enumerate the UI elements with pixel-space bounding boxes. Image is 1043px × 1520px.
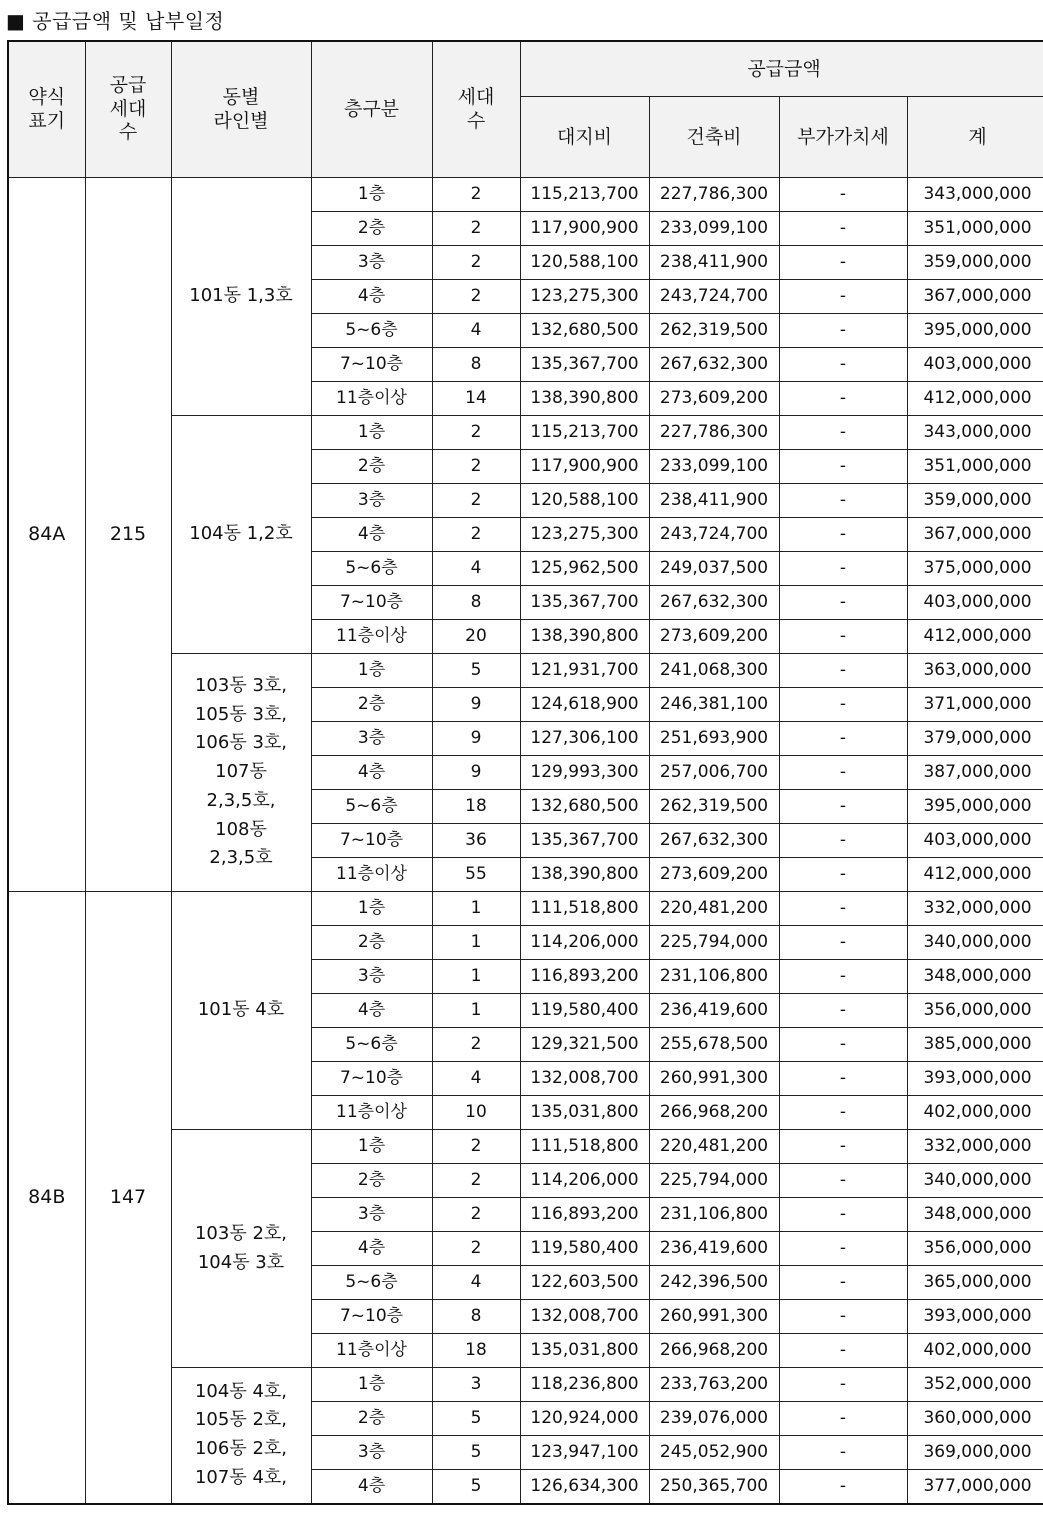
floor-cell: 5~6층: [311, 790, 432, 824]
total-cell: 363,000,000: [907, 654, 1043, 688]
total-cell: 403,000,000: [907, 348, 1043, 382]
construction-cost-cell: 273,609,200: [649, 620, 779, 654]
floor-cell: 1층: [311, 1130, 432, 1164]
floor-cell: 11층이상: [311, 620, 432, 654]
construction-cost-cell: 231,106,800: [649, 1198, 779, 1232]
land-cost-cell: 132,008,700: [520, 1062, 649, 1096]
land-cost-cell: 138,390,800: [520, 382, 649, 416]
vat-cell: -: [779, 1198, 907, 1232]
construction-cost-cell: 260,991,300: [649, 1300, 779, 1334]
total-cell: 402,000,000: [907, 1334, 1043, 1368]
floor-cell: 1층: [311, 654, 432, 688]
land-cost-cell: 132,680,500: [520, 314, 649, 348]
households-cell: 2: [432, 212, 520, 246]
land-cost-cell: 138,390,800: [520, 620, 649, 654]
land-cost-cell: 135,031,800: [520, 1334, 649, 1368]
floor-cell: 11층이상: [311, 1334, 432, 1368]
vat-cell: -: [779, 824, 907, 858]
building-line-cell: [171, 1130, 311, 1368]
land-cost-cell: 119,580,400: [520, 1232, 649, 1266]
total-cell: 369,000,000: [907, 1436, 1043, 1470]
building-line-text: 106동 2호,: [194, 1438, 288, 1460]
building-line-cell: [171, 1368, 311, 1504]
land-cost-cell: 135,367,700: [520, 586, 649, 620]
header-type: 약식 표기: [8, 41, 85, 178]
total-cell: 412,000,000: [907, 620, 1043, 654]
floor-cell: 5~6층: [311, 1266, 432, 1300]
floor-cell: 3층: [311, 246, 432, 280]
households-cell: 5: [432, 1470, 520, 1504]
land-cost-cell: 111,518,800: [520, 892, 649, 926]
households-cell: 2: [432, 1164, 520, 1198]
households-cell: 5: [432, 1402, 520, 1436]
total-cell: 379,000,000: [907, 722, 1043, 756]
total-cell: 395,000,000: [907, 314, 1043, 348]
construction-cost-cell: 231,106,800: [649, 960, 779, 994]
floor-cell: 11층이상: [311, 1096, 432, 1130]
households-cell: 2: [432, 484, 520, 518]
floor-cell: 7~10층: [311, 348, 432, 382]
header-units: 공급 세대 수: [85, 41, 171, 178]
construction-cost-cell: 239,076,000: [649, 1402, 779, 1436]
vat-cell: -: [779, 790, 907, 824]
land-cost-cell: 132,680,500: [520, 790, 649, 824]
total-cell: 348,000,000: [907, 1198, 1043, 1232]
vat-cell: -: [779, 1062, 907, 1096]
building-line-text: 104동 4호,: [194, 1380, 288, 1402]
construction-cost-cell: 273,609,200: [649, 382, 779, 416]
households-cell: 2: [432, 1198, 520, 1232]
vat-cell: -: [779, 722, 907, 756]
floor-cell: 2층: [311, 926, 432, 960]
households-cell: 3: [432, 1368, 520, 1402]
vat-cell: -: [779, 416, 907, 450]
land-cost-cell: 114,206,000: [520, 926, 649, 960]
total-cell: 343,000,000: [907, 416, 1043, 450]
vat-cell: -: [779, 314, 907, 348]
floor-cell: 5~6층: [311, 1028, 432, 1062]
households-cell: 2: [432, 1130, 520, 1164]
total-cell: 332,000,000: [907, 1130, 1043, 1164]
building-line-text: 2,3,5호,: [206, 789, 276, 811]
vat-cell: -: [779, 348, 907, 382]
households-cell: 5: [432, 1436, 520, 1470]
construction-cost-cell: 233,099,100: [649, 212, 779, 246]
vat-cell: -: [779, 688, 907, 722]
total-cell: 340,000,000: [907, 1164, 1043, 1198]
floor-cell: 5~6층: [311, 314, 432, 348]
vat-cell: -: [779, 178, 907, 212]
floor-cell: 1층: [311, 1368, 432, 1402]
vat-cell: -: [779, 246, 907, 280]
total-cell: 393,000,000: [907, 1062, 1043, 1096]
vat-cell: -: [779, 518, 907, 552]
floor-cell: 1층: [311, 416, 432, 450]
floor-cell: 3층: [311, 960, 432, 994]
building-line-text: 104동 1,2호: [189, 523, 293, 545]
vat-cell: -: [779, 1402, 907, 1436]
floor-cell: 2층: [311, 1164, 432, 1198]
vat-cell: -: [779, 1232, 907, 1266]
header-total: 계: [907, 97, 1043, 178]
construction-cost-cell: 225,794,000: [649, 926, 779, 960]
construction-cost-cell: 262,319,500: [649, 790, 779, 824]
total-cell: 332,000,000: [907, 892, 1043, 926]
land-cost-cell: 120,588,100: [520, 246, 649, 280]
total-cell: 385,000,000: [907, 1028, 1043, 1062]
construction-cost-cell: 257,006,700: [649, 756, 779, 790]
floor-cell: 3층: [311, 1198, 432, 1232]
construction-cost-cell: 243,724,700: [649, 280, 779, 314]
header-vat: 부가가치세: [779, 97, 907, 178]
land-cost-cell: 120,924,000: [520, 1402, 649, 1436]
construction-cost-cell: 251,693,900: [649, 722, 779, 756]
land-cost-cell: 123,947,100: [520, 1436, 649, 1470]
total-cell: 412,000,000: [907, 382, 1043, 416]
land-cost-cell: 117,900,900: [520, 212, 649, 246]
total-cell: 360,000,000: [907, 1402, 1043, 1436]
total-cell: 359,000,000: [907, 246, 1043, 280]
vat-cell: -: [779, 1266, 907, 1300]
building-line-text: 2,3,5호: [209, 847, 273, 869]
total-cell: 359,000,000: [907, 484, 1043, 518]
land-cost-cell: 116,893,200: [520, 960, 649, 994]
construction-cost-cell: 267,632,300: [649, 586, 779, 620]
header-construction: 건축비: [649, 97, 779, 178]
land-cost-cell: 123,275,300: [520, 280, 649, 314]
land-cost-cell: 125,962,500: [520, 552, 649, 586]
vat-cell: -: [779, 994, 907, 1028]
floor-cell: 4층: [311, 994, 432, 1028]
floor-cell: 3층: [311, 484, 432, 518]
vat-cell: -: [779, 620, 907, 654]
construction-cost-cell: 238,411,900: [649, 484, 779, 518]
construction-cost-cell: 250,365,700: [649, 1470, 779, 1504]
total-cell: 356,000,000: [907, 1232, 1043, 1266]
construction-cost-cell: 245,052,900: [649, 1436, 779, 1470]
total-cell: 351,000,000: [907, 212, 1043, 246]
land-cost-cell: 135,367,700: [520, 348, 649, 382]
floor-cell: 11층이상: [311, 382, 432, 416]
land-cost-cell: 120,588,100: [520, 484, 649, 518]
households-cell: 2: [432, 1028, 520, 1062]
vat-cell: -: [779, 1130, 907, 1164]
building-line-text: 101동 4호: [197, 999, 285, 1021]
floor-cell: 7~10층: [311, 1300, 432, 1334]
header-land: 대지비: [520, 97, 649, 178]
construction-cost-cell: 266,968,200: [649, 1096, 779, 1130]
households-cell: 2: [432, 518, 520, 552]
floor-cell: 3층: [311, 722, 432, 756]
households-cell: 36: [432, 824, 520, 858]
construction-cost-cell: 243,724,700: [649, 518, 779, 552]
building-line-cell: [171, 654, 311, 892]
building-line-text: 105동 2호,: [194, 1409, 288, 1431]
vat-cell: -: [779, 1028, 907, 1062]
construction-cost-cell: 227,786,300: [649, 178, 779, 212]
header-households: 세대 수: [432, 41, 520, 178]
households-cell: 2: [432, 416, 520, 450]
total-cell: 412,000,000: [907, 858, 1043, 892]
vat-cell: -: [779, 960, 907, 994]
land-cost-cell: 135,031,800: [520, 1096, 649, 1130]
floor-cell: 4층: [311, 1232, 432, 1266]
vat-cell: -: [779, 1436, 907, 1470]
floor-cell: 11층이상: [311, 858, 432, 892]
vat-cell: -: [779, 212, 907, 246]
floor-cell: 4층: [311, 518, 432, 552]
construction-cost-cell: 236,419,600: [649, 994, 779, 1028]
floor-cell: 2층: [311, 450, 432, 484]
building-line-text: 107동 4호,: [194, 1467, 288, 1489]
vat-cell: -: [779, 892, 907, 926]
construction-cost-cell: 238,411,900: [649, 246, 779, 280]
total-cell: 348,000,000: [907, 960, 1043, 994]
land-cost-cell: 129,321,500: [520, 1028, 649, 1062]
households-cell: 4: [432, 1062, 520, 1096]
land-cost-cell: 118,236,800: [520, 1368, 649, 1402]
construction-cost-cell: 241,068,300: [649, 654, 779, 688]
construction-cost-cell: 249,037,500: [649, 552, 779, 586]
households-cell: 14: [432, 382, 520, 416]
total-cell: 393,000,000: [907, 1300, 1043, 1334]
vat-cell: -: [779, 1470, 907, 1504]
households-cell: 2: [432, 178, 520, 212]
floor-cell: 3층: [311, 1436, 432, 1470]
floor-cell: 2층: [311, 212, 432, 246]
vat-cell: -: [779, 586, 907, 620]
land-cost-cell: 115,213,700: [520, 178, 649, 212]
households-cell: 2: [432, 1232, 520, 1266]
vat-cell: -: [779, 450, 907, 484]
vat-cell: -: [779, 1368, 907, 1402]
total-cell: 371,000,000: [907, 688, 1043, 722]
land-cost-cell: 126,634,300: [520, 1470, 649, 1504]
type-cell: 84B: [8, 892, 85, 1504]
land-cost-cell: 129,993,300: [520, 756, 649, 790]
building-line-text: 103동 3호,: [194, 674, 288, 696]
construction-cost-cell: 233,099,100: [649, 450, 779, 484]
households-cell: 5: [432, 654, 520, 688]
vat-cell: -: [779, 1164, 907, 1198]
vat-cell: -: [779, 1096, 907, 1130]
land-cost-cell: 114,206,000: [520, 1164, 649, 1198]
households-cell: 2: [432, 280, 520, 314]
construction-cost-cell: 255,678,500: [649, 1028, 779, 1062]
vat-cell: -: [779, 926, 907, 960]
households-cell: 8: [432, 348, 520, 382]
construction-cost-cell: 262,319,500: [649, 314, 779, 348]
households-cell: 9: [432, 722, 520, 756]
building-line-cell: [171, 178, 311, 416]
households-cell: 20: [432, 620, 520, 654]
floor-cell: 5~6층: [311, 552, 432, 586]
floor-cell: 2층: [311, 688, 432, 722]
land-cost-cell: 138,390,800: [520, 858, 649, 892]
supply-price-table: [7, 40, 1043, 1505]
construction-cost-cell: 233,763,200: [649, 1368, 779, 1402]
households-cell: 9: [432, 756, 520, 790]
table-body: [8, 178, 1043, 1504]
floor-cell: 4층: [311, 1470, 432, 1504]
total-cell: 387,000,000: [907, 756, 1043, 790]
construction-cost-cell: 236,419,600: [649, 1232, 779, 1266]
vat-cell: -: [779, 484, 907, 518]
construction-cost-cell: 273,609,200: [649, 858, 779, 892]
households-cell: 9: [432, 688, 520, 722]
construction-cost-cell: 246,381,100: [649, 688, 779, 722]
total-cell: 343,000,000: [907, 178, 1043, 212]
households-cell: 4: [432, 314, 520, 348]
land-cost-cell: 135,367,700: [520, 824, 649, 858]
households-cell: 18: [432, 790, 520, 824]
vat-cell: -: [779, 280, 907, 314]
households-cell: 2: [432, 450, 520, 484]
total-cell: 352,000,000: [907, 1368, 1043, 1402]
total-cell: 403,000,000: [907, 824, 1043, 858]
total-cell: 377,000,000: [907, 1470, 1043, 1504]
land-cost-cell: 122,603,500: [520, 1266, 649, 1300]
vat-cell: -: [779, 756, 907, 790]
total-cell: 375,000,000: [907, 552, 1043, 586]
construction-cost-cell: 220,481,200: [649, 892, 779, 926]
floor-cell: 7~10층: [311, 1062, 432, 1096]
construction-cost-cell: 267,632,300: [649, 824, 779, 858]
households-cell: 18: [432, 1334, 520, 1368]
building-line-text: 101동 1,3호: [189, 285, 293, 307]
households-cell: 4: [432, 552, 520, 586]
land-cost-cell: 115,213,700: [520, 416, 649, 450]
total-cell: 403,000,000: [907, 586, 1043, 620]
floor-cell: 7~10층: [311, 586, 432, 620]
vat-cell: -: [779, 654, 907, 688]
land-cost-cell: 127,306,100: [520, 722, 649, 756]
building-line-text: 104동 3호: [197, 1251, 285, 1273]
households-cell: 2: [432, 246, 520, 280]
building-line-text: 105동 3호,: [194, 703, 288, 725]
vat-cell: -: [779, 552, 907, 586]
type-cell: 84A: [8, 178, 85, 892]
floor-cell: 4층: [311, 756, 432, 790]
floor-cell: 7~10층: [311, 824, 432, 858]
vat-cell: -: [779, 858, 907, 892]
total-cell: 367,000,000: [907, 280, 1043, 314]
total-cell: 367,000,000: [907, 518, 1043, 552]
construction-cost-cell: 227,786,300: [649, 416, 779, 450]
households-cell: 1: [432, 960, 520, 994]
unit-count-cell: 215: [85, 178, 171, 892]
households-cell: 4: [432, 1266, 520, 1300]
building-line-text: 103동 2호,: [194, 1222, 288, 1244]
total-cell: 340,000,000: [907, 926, 1043, 960]
households-cell: 8: [432, 1300, 520, 1334]
total-cell: 351,000,000: [907, 450, 1043, 484]
vat-cell: -: [779, 1334, 907, 1368]
building-line-cell: [171, 416, 311, 654]
section-heading: ■ 공급금액 및 납부일정: [6, 9, 225, 33]
vat-cell: -: [779, 1300, 907, 1334]
households-cell: 1: [432, 892, 520, 926]
building-line-text: 107동: [215, 761, 267, 783]
total-cell: 365,000,000: [907, 1266, 1043, 1300]
land-cost-cell: 116,893,200: [520, 1198, 649, 1232]
land-cost-cell: 111,518,800: [520, 1130, 649, 1164]
building-line-text: 108동: [215, 818, 267, 840]
floor-cell: 1층: [311, 892, 432, 926]
land-cost-cell: 124,618,900: [520, 688, 649, 722]
land-cost-cell: 123,275,300: [520, 518, 649, 552]
land-cost-cell: 119,580,400: [520, 994, 649, 1028]
construction-cost-cell: 267,632,300: [649, 348, 779, 382]
header-building-line: 동별 라인별: [171, 41, 311, 178]
construction-cost-cell: 242,396,500: [649, 1266, 779, 1300]
floor-cell: 1층: [311, 178, 432, 212]
total-cell: 402,000,000: [907, 1096, 1043, 1130]
households-cell: 10: [432, 1096, 520, 1130]
households-cell: 1: [432, 994, 520, 1028]
header-floor: 층구분: [311, 41, 432, 178]
land-cost-cell: 117,900,900: [520, 450, 649, 484]
total-cell: 356,000,000: [907, 994, 1043, 1028]
table-row: [8, 178, 1043, 212]
construction-cost-cell: 260,991,300: [649, 1062, 779, 1096]
households-cell: 8: [432, 586, 520, 620]
floor-cell: 4층: [311, 280, 432, 314]
floor-cell: 2층: [311, 1402, 432, 1436]
households-cell: 1: [432, 926, 520, 960]
table-row: [8, 892, 1043, 926]
header-supply-amount: 공급금액: [520, 41, 1043, 97]
unit-count-cell: 147: [85, 892, 171, 1504]
land-cost-cell: 121,931,700: [520, 654, 649, 688]
construction-cost-cell: 266,968,200: [649, 1334, 779, 1368]
building-line-text: 106동 3호,: [194, 732, 288, 754]
building-line-cell: [171, 892, 311, 1130]
households-cell: 55: [432, 858, 520, 892]
construction-cost-cell: 220,481,200: [649, 1130, 779, 1164]
vat-cell: -: [779, 382, 907, 416]
total-cell: 395,000,000: [907, 790, 1043, 824]
land-cost-cell: 132,008,700: [520, 1300, 649, 1334]
construction-cost-cell: 225,794,000: [649, 1164, 779, 1198]
